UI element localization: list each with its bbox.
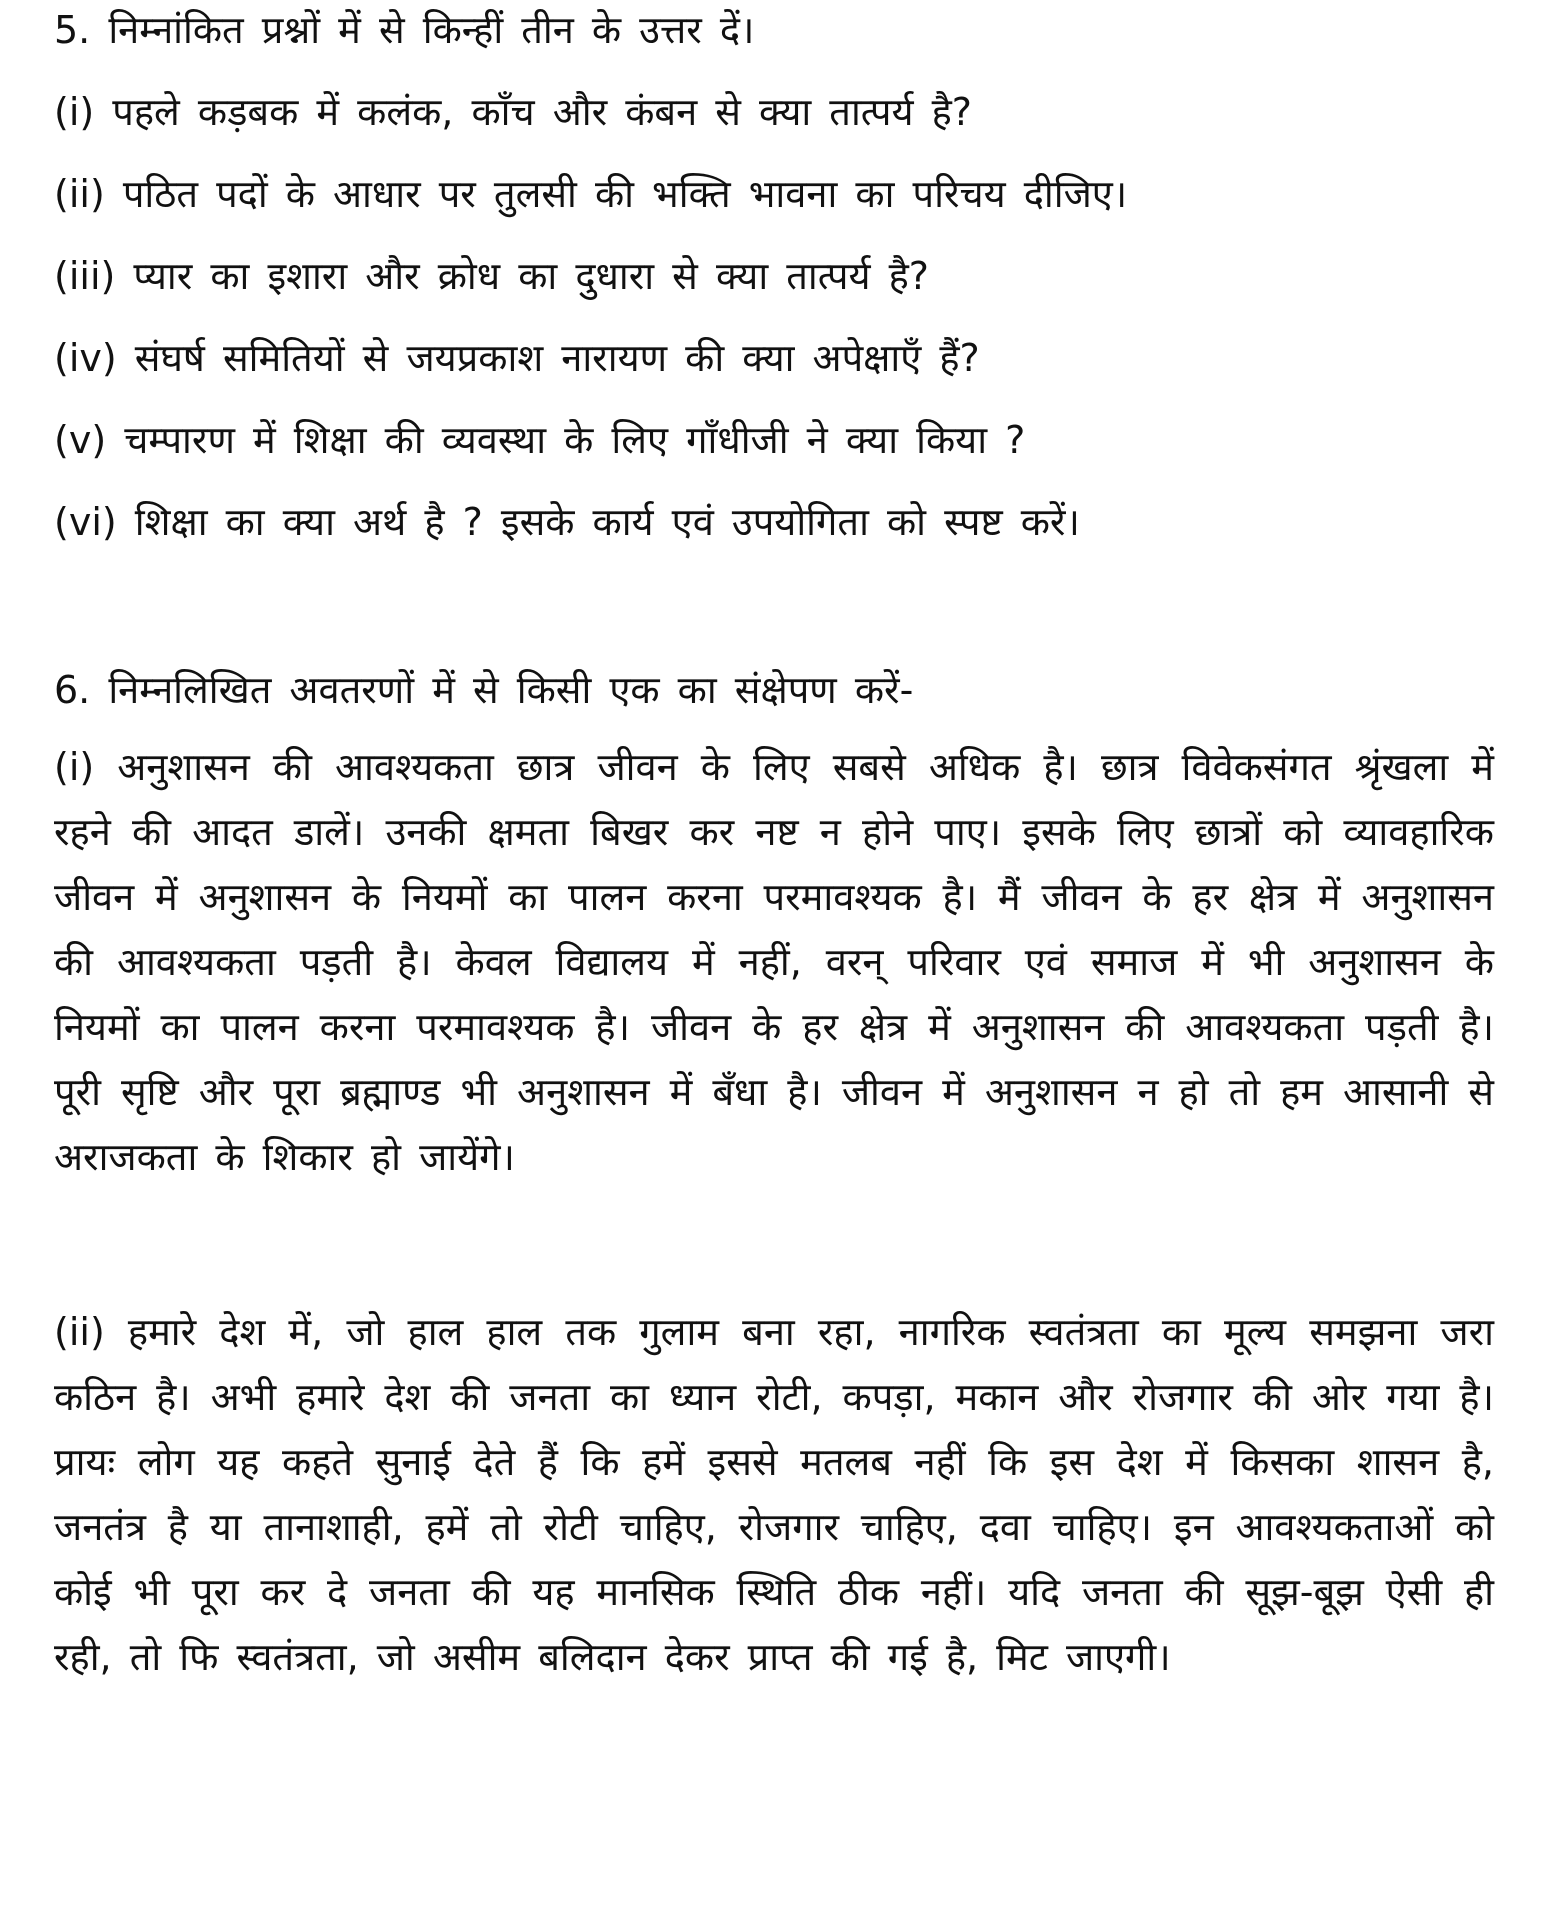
question-5-item-ii: (ii) पठित पदों के आधार पर तुलसी की भक्ति भावना का परिचय दीजिए। (54, 172, 1128, 216)
question-5-item-i: (i) पहले कड़बक में कलंक, काँच और कंबन से क्या तात्पर्य है? (54, 90, 972, 134)
question-5-item-iii: (iii) प्यार का इशारा और क्रोध का दुधारा से क्या तात्पर्य है? (54, 254, 929, 298)
question-5-item-vi: (vi) शिक्षा का क्या अर्थ है ? इसके कार्य एवं उपयोगिता को स्पष्ट करें। (54, 500, 1080, 544)
question-5-heading: 5. निम्नांकित प्रश्नों में से किन्हीं तीन के उत्तर दें। (54, 8, 755, 52)
question-6-heading: 6. निम्नलिखित अवतरणों में से किसी एक का संक्षेपण करें- (54, 668, 914, 712)
passage-i: (i) अनुशासन की आवश्यकता छात्र जीवन के लिए सबसे अधिक है। छात्र विवेकसंगत श्रृंखला में रहने की आदत डालें। उनकी क्षमता बिखर कर नष्ट न होने पाए। इसके लिए छात्रों को व्यावहारिक जीवन में अनुशासन के नियमों का पालन करना परमावश्यक है। मैं जीवन के हर क्षेत्र में अनुशासन की आवश्यकता पड़ती है। केवल विद्यालय में नहीं, वरन् परिवार एवं समाज में भी अनुशासन के नियमों का पालन करना परमावश्यक है। जीवन के हर क्षेत्र में अनुशासन की आवश्यकता पड़ती है। पूरी सृष्टि और पूरा ब्रह्माण्ड भी अनुशासन में बँधा है। जीवन में अनुशासन न हो तो हम आसानी से अराजकता के शिकार हो जायेंगे। (54, 745, 1494, 1179)
passage-ii: (ii) हमारे देश में, जो हाल हाल तक गुलाम बना रहा, नागरिक स्वतंत्रता का मूल्य समझना जरा कठिन है। अभी हमारे देश की जनता का ध्यान रोटी, कपड़ा, मकान और रोजगार की ओर गया है। प्रायः लोग यह कहते सुनाई देते हैं कि हमें इससे मतलब नहीं कि इस देश में किसका शासन है, जनतंत्र है या तानाशाही, हमें तो रोटी चाहिए, रोजगार चाहिए, दवा चाहिए। इन आवश्यकताओं को कोई भी पूरा कर दे जनता की यह मानसिक स्थिति ठीक नहीं। यदि जनता की सूझ-बूझ ऐसी ही रही, तो फि स्वतंत्रता, जो असीम बलिदान देकर प्राप्त की गई है, मिट जाएगी। (54, 1310, 1494, 1679)
question-5-item-iv: (iv) संघर्ष समितियों से जयप्रकाश नारायण की क्या अपेक्षाएँ हैं? (54, 336, 980, 380)
question-5-item-v: (v) चम्पारण में शिक्षा की व्यवस्था के लिए गाँधीजी ने क्या किया ? (54, 418, 1026, 462)
